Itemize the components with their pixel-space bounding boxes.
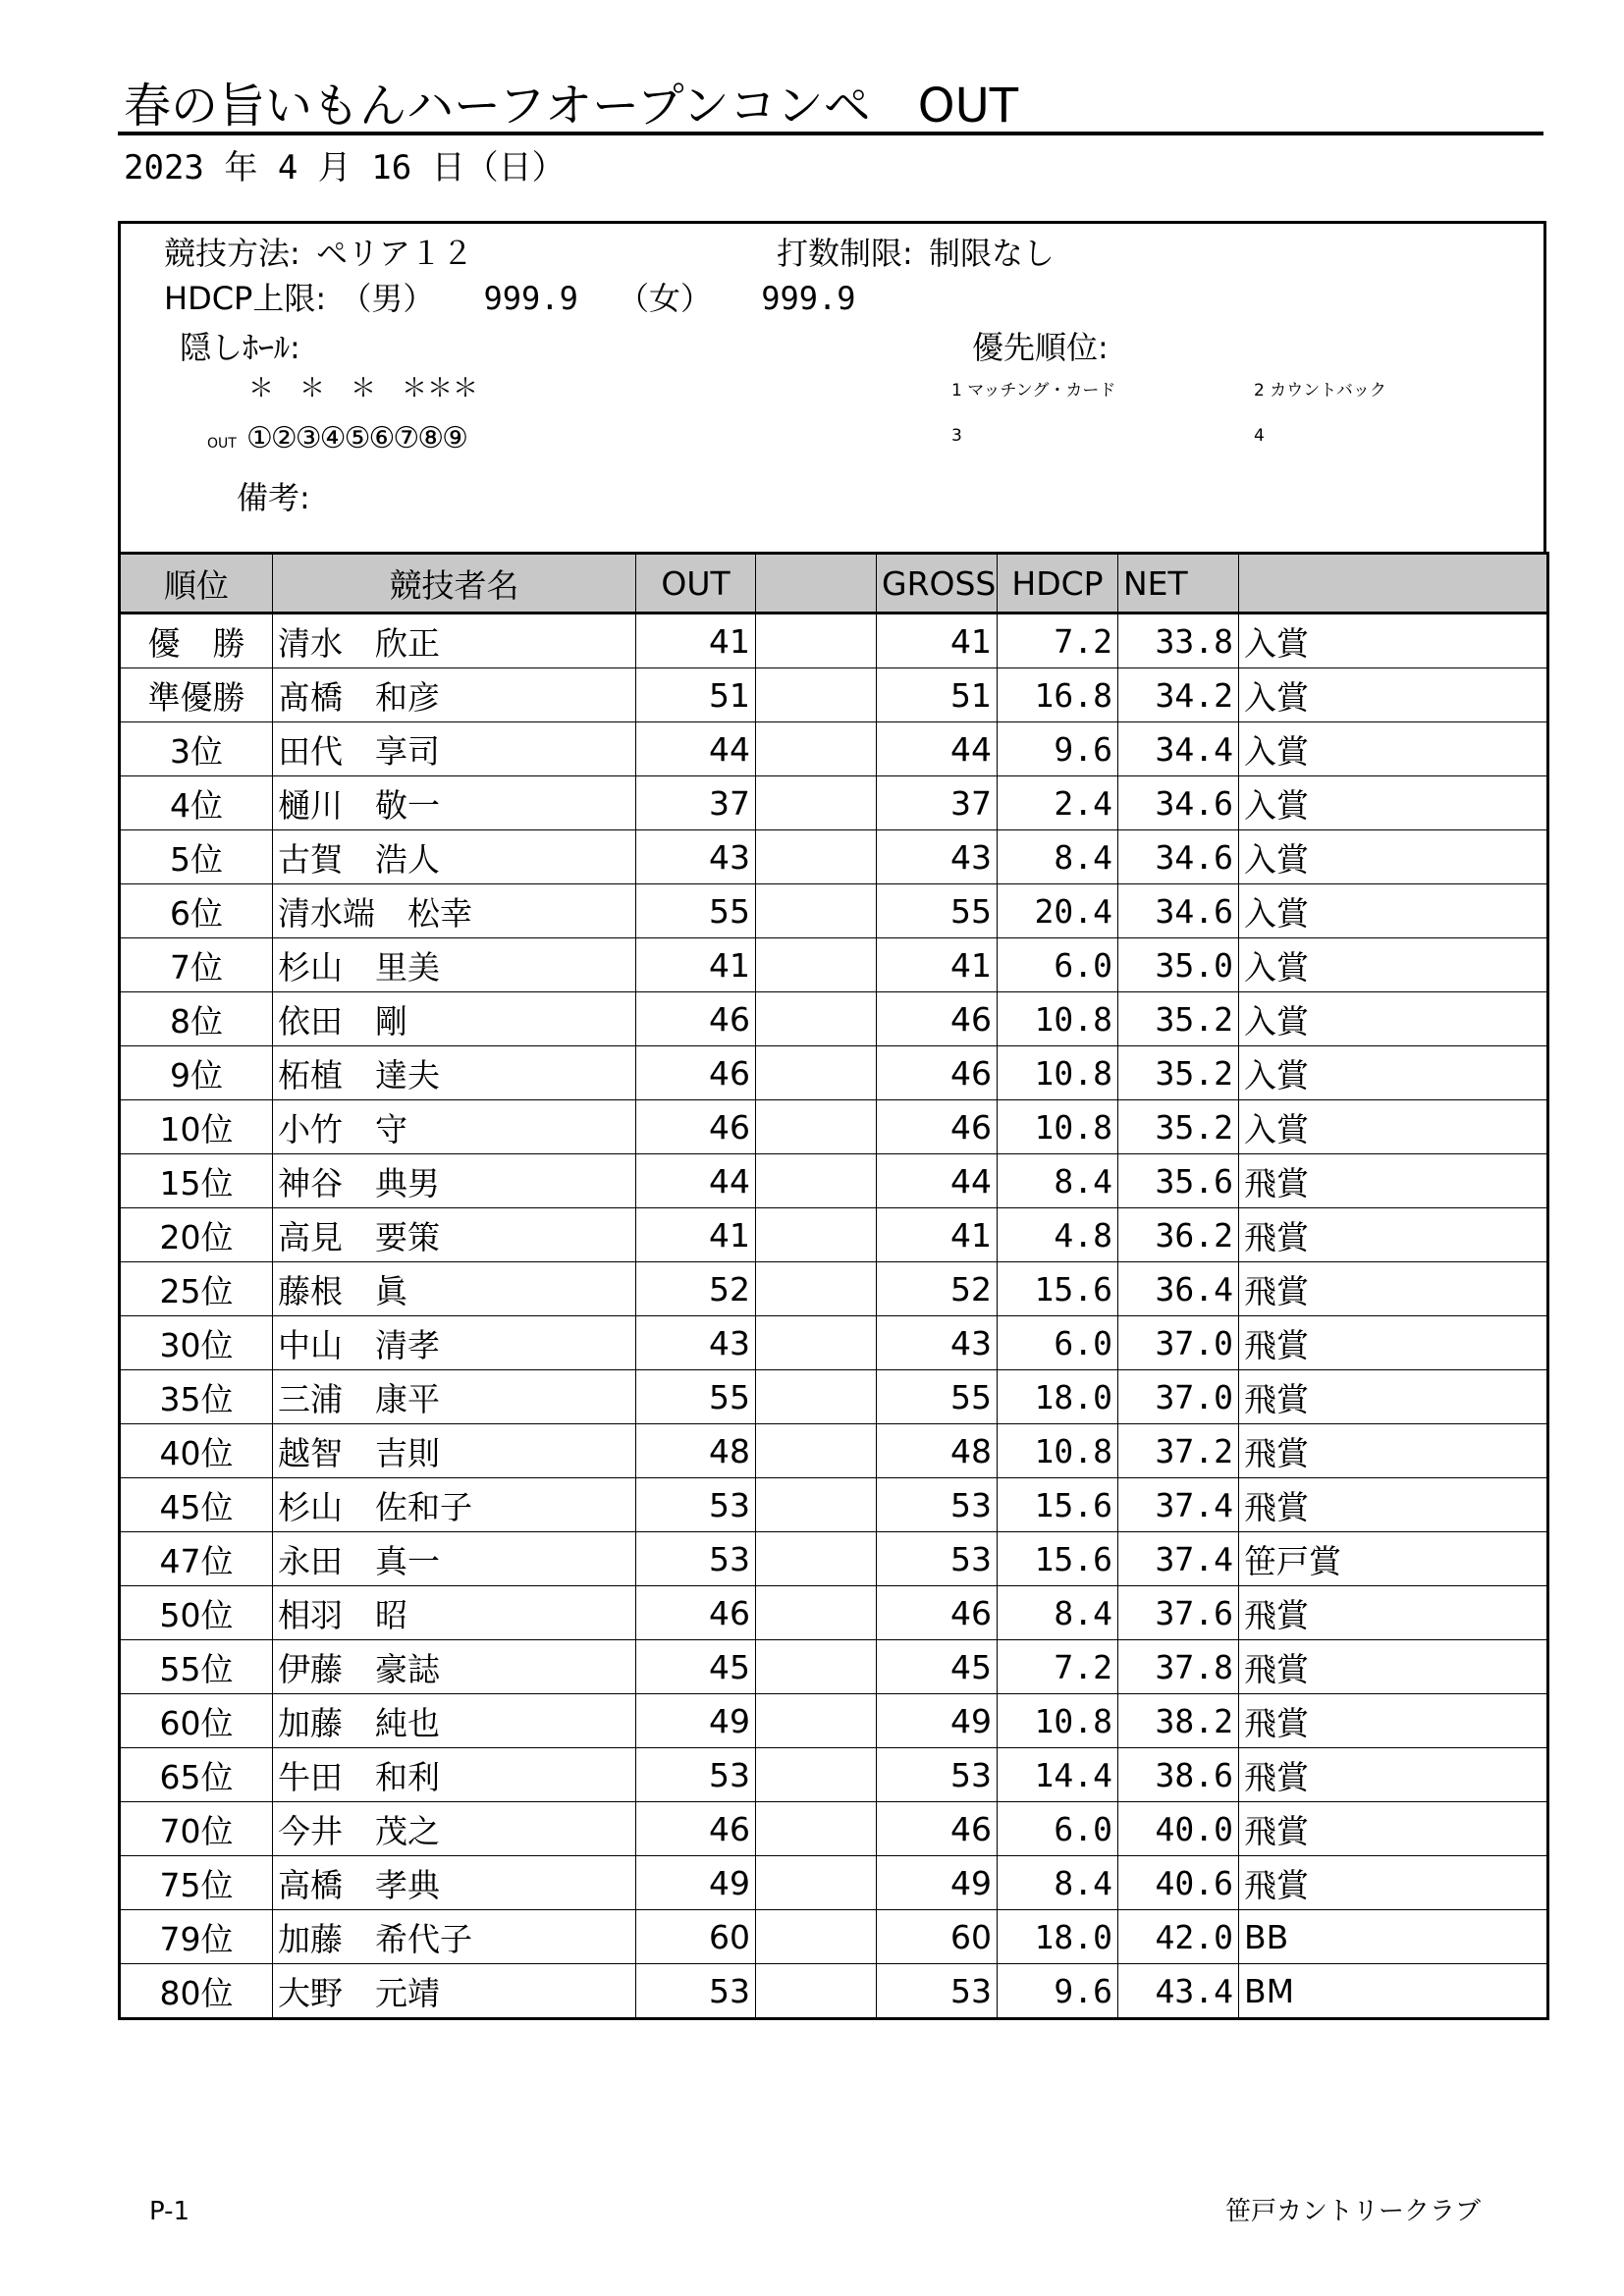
player-name-cell: 中山 清孝: [273, 1316, 636, 1370]
net-score-cell: 33.8: [1118, 614, 1239, 668]
out-score-cell: 53: [636, 1964, 756, 2019]
rank-cell: 7位: [120, 938, 273, 992]
table-row: [120, 614, 1548, 668]
out-score-cell: 41: [636, 938, 756, 992]
net-score-cell: 42.0: [1118, 1910, 1239, 1964]
method-value: ペリア１２: [315, 235, 473, 272]
hdcp-cell: 18.0: [998, 1370, 1118, 1424]
net-score-cell: 40.0: [1118, 1802, 1239, 1856]
net-score-cell: 43.4: [1118, 1964, 1239, 2019]
out-label: OUT: [207, 436, 237, 452]
hdcp-cell: 7.2: [998, 1640, 1118, 1694]
hdcp-cell: 16.8: [998, 668, 1118, 722]
player-name-cell: 加藤 希代子: [273, 1910, 636, 1964]
player-name-cell: 清水 欣正: [273, 614, 636, 668]
table-row: [120, 1424, 1548, 1478]
priority-1: 1 マッチング・カード: [951, 381, 1116, 400]
net-score-cell: 37.4: [1118, 1532, 1239, 1586]
player-name-cell: 依田 剛: [273, 992, 636, 1046]
hdcp-cell: 6.0: [998, 1316, 1118, 1370]
prize-cell: 入賞: [1239, 830, 1548, 884]
gross-score-cell: 53: [877, 1478, 998, 1532]
table-row: [120, 1802, 1548, 1856]
net-score-cell: 34.6: [1118, 830, 1239, 884]
table-header-row: [120, 554, 1548, 614]
rank-cell: 75位: [120, 1856, 273, 1910]
header-blank: [756, 554, 877, 614]
blank-cell: [756, 1640, 877, 1694]
table-row: [120, 1154, 1548, 1208]
title-underline: [118, 132, 1543, 135]
rank-cell: 55位: [120, 1640, 273, 1694]
gross-score-cell: 55: [877, 884, 998, 938]
rank-cell: 10位: [120, 1100, 273, 1154]
prize-cell: 入賞: [1239, 722, 1548, 776]
prize-cell: BM: [1239, 1964, 1548, 2019]
results-table: [118, 552, 1549, 2020]
hdcp-cell: 15.6: [998, 1478, 1118, 1532]
player-name-cell: 柘植 達夫: [273, 1046, 636, 1100]
hdcp-cell: 10.8: [998, 1694, 1118, 1748]
blank-cell: [756, 1532, 877, 1586]
hdcp-cell: 2.4: [998, 776, 1118, 830]
table-row: [120, 1100, 1548, 1154]
gross-score-cell: 43: [877, 830, 998, 884]
header-out: OUT: [636, 554, 756, 614]
gross-score-cell: 48: [877, 1424, 998, 1478]
competition-info-box: [118, 221, 1546, 555]
gross-score-cell: 53: [877, 1964, 998, 2019]
table-row: [120, 992, 1548, 1046]
table-row: [120, 1532, 1548, 1586]
table-row: [120, 1316, 1548, 1370]
header-gross: GROSS: [877, 554, 998, 614]
out-score-cell: 53: [636, 1532, 756, 1586]
prize-cell: 飛賞: [1239, 1424, 1548, 1478]
gross-score-cell: 44: [877, 722, 998, 776]
net-score-cell: 35.2: [1118, 1100, 1239, 1154]
hdcp-cell: 10.8: [998, 992, 1118, 1046]
player-name-cell: 清水端 松幸: [273, 884, 636, 938]
prize-cell: 笹戸賞: [1239, 1532, 1548, 1586]
header-net: NET: [1118, 554, 1239, 614]
net-score-cell: 34.6: [1118, 884, 1239, 938]
player-name-cell: 今井 茂之: [273, 1802, 636, 1856]
table-row: [120, 1046, 1548, 1100]
player-name-cell: 伊藤 豪誌: [273, 1640, 636, 1694]
gross-score-cell: 49: [877, 1694, 998, 1748]
net-score-cell: 34.2: [1118, 668, 1239, 722]
prize-cell: 入賞: [1239, 938, 1548, 992]
results-body: [120, 614, 1548, 2019]
blank-cell: [756, 1856, 877, 1910]
blank-cell: [756, 1694, 877, 1748]
player-name-cell: 小竹 守: [273, 1100, 636, 1154]
gross-score-cell: 44: [877, 1154, 998, 1208]
prize-cell: 飛賞: [1239, 1856, 1548, 1910]
gross-score-cell: 46: [877, 1802, 998, 1856]
rank-cell: 65位: [120, 1748, 273, 1802]
prize-cell: 飛賞: [1239, 1586, 1548, 1640]
blank-cell: [756, 614, 877, 668]
rank-cell: 80位: [120, 1964, 273, 2019]
out-score-cell: 44: [636, 1154, 756, 1208]
net-score-cell: 37.6: [1118, 1586, 1239, 1640]
hole-numbers: ①②③④⑤⑥⑦⑧⑨: [246, 421, 467, 455]
table-row: [120, 1478, 1548, 1532]
hdcp-cell: 10.8: [998, 1046, 1118, 1100]
hdcp-cell: 8.4: [998, 830, 1118, 884]
table-row: [120, 776, 1548, 830]
hdcp-cell: 10.8: [998, 1100, 1118, 1154]
hdcp-cell: 4.8: [998, 1208, 1118, 1262]
blank-cell: [756, 992, 877, 1046]
blank-cell: [756, 668, 877, 722]
table-row: [120, 1910, 1548, 1964]
out-score-cell: 48: [636, 1424, 756, 1478]
gross-score-cell: 46: [877, 1586, 998, 1640]
male-label: （男）: [340, 280, 435, 317]
out-score-cell: 52: [636, 1262, 756, 1316]
out-score-cell: 43: [636, 830, 756, 884]
table-row: [120, 1586, 1548, 1640]
out-score-cell: 46: [636, 992, 756, 1046]
blank-cell: [756, 1586, 877, 1640]
prize-cell: 入賞: [1239, 884, 1548, 938]
hdcp-cell: 8.4: [998, 1856, 1118, 1910]
prize-cell: 飛賞: [1239, 1640, 1548, 1694]
table-row: [120, 1640, 1548, 1694]
blank-cell: [756, 1154, 877, 1208]
gross-score-cell: 46: [877, 992, 998, 1046]
rank-cell: 70位: [120, 1802, 273, 1856]
rank-cell: 47位: [120, 1532, 273, 1586]
net-score-cell: 35.2: [1118, 1046, 1239, 1100]
player-name-cell: 永田 真一: [273, 1532, 636, 1586]
net-score-cell: 34.4: [1118, 722, 1239, 776]
header-player-name: 競技者名: [273, 554, 636, 614]
blank-cell: [756, 884, 877, 938]
hdcp-cell: 9.6: [998, 1964, 1118, 2019]
net-score-cell: 35.2: [1118, 992, 1239, 1046]
gross-score-cell: 41: [877, 614, 998, 668]
gross-score-cell: 53: [877, 1748, 998, 1802]
out-score-cell: 60: [636, 1910, 756, 1964]
table-row: [120, 1208, 1548, 1262]
net-score-cell: 36.2: [1118, 1208, 1239, 1262]
gross-score-cell: 41: [877, 938, 998, 992]
blank-cell: [756, 1964, 877, 2019]
gross-score-cell: 60: [877, 1910, 998, 1964]
gross-score-cell: 45: [877, 1640, 998, 1694]
prize-cell: 入賞: [1239, 776, 1548, 830]
gross-score-cell: 41: [877, 1208, 998, 1262]
out-score-cell: 43: [636, 1316, 756, 1370]
player-name-cell: 加藤 純也: [273, 1694, 636, 1748]
blank-cell: [756, 1424, 877, 1478]
out-score-cell: 49: [636, 1856, 756, 1910]
blank-cell: [756, 722, 877, 776]
priority-label: 優先順位:: [972, 329, 1109, 366]
out-score-cell: 46: [636, 1046, 756, 1100]
prize-cell: 飛賞: [1239, 1370, 1548, 1424]
out-score-cell: 45: [636, 1640, 756, 1694]
priority-4: 4: [1254, 426, 1265, 446]
hdcp-cell: 8.4: [998, 1154, 1118, 1208]
out-score-cell: 46: [636, 1586, 756, 1640]
net-score-cell: 38.6: [1118, 1748, 1239, 1802]
player-name-cell: 藤根 眞: [273, 1262, 636, 1316]
hdcp-cell: 18.0: [998, 1910, 1118, 1964]
rank-cell: 45位: [120, 1478, 273, 1532]
blank-cell: [756, 1316, 877, 1370]
prize-cell: 入賞: [1239, 668, 1548, 722]
player-name-cell: 牛田 和利: [273, 1748, 636, 1802]
gross-score-cell: 46: [877, 1046, 998, 1100]
player-name-cell: 神谷 典男: [273, 1154, 636, 1208]
hdcp-cell: 10.8: [998, 1424, 1118, 1478]
hdcp-limit-label: HDCP上限:: [164, 280, 327, 317]
prize-cell: BB: [1239, 1910, 1548, 1964]
prize-cell: 飛賞: [1239, 1802, 1548, 1856]
player-name-cell: 杉山 佐和子: [273, 1478, 636, 1532]
prize-cell: 入賞: [1239, 614, 1548, 668]
prize-cell: 飛賞: [1239, 1208, 1548, 1262]
player-name-cell: 相羽 昭: [273, 1586, 636, 1640]
header-rank: 順位: [120, 554, 273, 614]
rank-cell: 4位: [120, 776, 273, 830]
gross-score-cell: 52: [877, 1262, 998, 1316]
gross-score-cell: 46: [877, 1100, 998, 1154]
table-row: [120, 1262, 1548, 1316]
out-score-cell: 53: [636, 1748, 756, 1802]
hidden-hole-marks: ＊ ＊ ＊ ＊＊＊: [248, 374, 479, 403]
net-score-cell: 37.0: [1118, 1370, 1239, 1424]
out-score-cell: 53: [636, 1478, 756, 1532]
rank-cell: 35位: [120, 1370, 273, 1424]
net-score-cell: 36.4: [1118, 1262, 1239, 1316]
blank-cell: [756, 1262, 877, 1316]
player-name-cell: 大野 元靖: [273, 1964, 636, 2019]
prize-cell: 入賞: [1239, 992, 1548, 1046]
hdcp-cell: 20.4: [998, 884, 1118, 938]
prize-cell: 飛賞: [1239, 1262, 1548, 1316]
gross-score-cell: 43: [877, 1316, 998, 1370]
rank-cell: 25位: [120, 1262, 273, 1316]
hdcp-cell: 15.6: [998, 1532, 1118, 1586]
hdcp-cell: 6.0: [998, 938, 1118, 992]
table-row: [120, 1370, 1548, 1424]
rank-cell: 40位: [120, 1424, 273, 1478]
hdcp-cell: 14.4: [998, 1748, 1118, 1802]
player-name-cell: 高橋 孝典: [273, 1856, 636, 1910]
player-name-cell: 杉山 里美: [273, 938, 636, 992]
hdcp-cell: 8.4: [998, 1586, 1118, 1640]
method-row: [164, 232, 473, 275]
table-row: [120, 1856, 1548, 1910]
club-name: 笹戸カントリークラブ: [1224, 2197, 1481, 2226]
out-score-cell: 41: [636, 1208, 756, 1262]
out-score-cell: 37: [636, 776, 756, 830]
prize-cell: 飛賞: [1239, 1748, 1548, 1802]
rank-cell: 30位: [120, 1316, 273, 1370]
table-row: [120, 884, 1548, 938]
blank-cell: [756, 1802, 877, 1856]
method-label: 競技方法:: [164, 235, 300, 272]
blank-cell: [756, 1748, 877, 1802]
stroke-limit-row: [777, 232, 1055, 275]
hdcp-cell: 15.6: [998, 1262, 1118, 1316]
table-row: [120, 1694, 1548, 1748]
blank-cell: [756, 1046, 877, 1100]
table-row: [120, 722, 1548, 776]
blank-cell: [756, 1370, 877, 1424]
player-name-cell: 高見 要策: [273, 1208, 636, 1262]
player-name-cell: 樋川 敬一: [273, 776, 636, 830]
out-score-cell: 51: [636, 668, 756, 722]
table-row: [120, 1964, 1548, 2019]
female-label: （女）: [618, 280, 713, 317]
blank-cell: [756, 1478, 877, 1532]
blank-cell: [756, 1208, 877, 1262]
net-score-cell: 40.6: [1118, 1856, 1239, 1910]
gross-score-cell: 55: [877, 1370, 998, 1424]
hdcp-cell: 9.6: [998, 722, 1118, 776]
prize-cell: 入賞: [1239, 1100, 1548, 1154]
player-name-cell: 田代 享司: [273, 722, 636, 776]
net-score-cell: 37.0: [1118, 1316, 1239, 1370]
event-date: 2023 年 4 月 16 日（日）: [124, 148, 566, 187]
header-hdcp: HDCP: [998, 554, 1118, 614]
rank-cell: 20位: [120, 1208, 273, 1262]
out-score-cell: 46: [636, 1100, 756, 1154]
table-row: [120, 938, 1548, 992]
hdcp-limit-row: [164, 277, 856, 320]
rank-cell: 9位: [120, 1046, 273, 1100]
net-score-cell: 37.2: [1118, 1424, 1239, 1478]
rank-cell: 8位: [120, 992, 273, 1046]
rank-cell: 3位: [120, 722, 273, 776]
out-score-cell: 55: [636, 1370, 756, 1424]
out-score-cell: 49: [636, 1694, 756, 1748]
table-row: [120, 830, 1548, 884]
stroke-limit-value: 制限なし: [928, 235, 1055, 272]
out-score-cell: 44: [636, 722, 756, 776]
rank-cell: 79位: [120, 1910, 273, 1964]
hidden-holes-label: 隠しﾎｰﾙ:: [180, 329, 300, 366]
female-hdcp-limit: 999.9: [761, 280, 856, 317]
priority-2: 2 カウントバック: [1254, 381, 1386, 400]
player-name-cell: 越智 吉則: [273, 1424, 636, 1478]
net-score-cell: 35.0: [1118, 938, 1239, 992]
blank-cell: [756, 776, 877, 830]
player-name-cell: 髙橋 和彦: [273, 668, 636, 722]
stroke-limit-label: 打数制限:: [777, 235, 913, 272]
page-number: P-1: [149, 2197, 190, 2226]
blank-cell: [756, 1100, 877, 1154]
player-name-cell: 三浦 康平: [273, 1370, 636, 1424]
prize-cell: 飛賞: [1239, 1694, 1548, 1748]
rank-cell: 60位: [120, 1694, 273, 1748]
table-row: [120, 668, 1548, 722]
prize-cell: 飛賞: [1239, 1154, 1548, 1208]
out-score-cell: 46: [636, 1802, 756, 1856]
net-score-cell: 34.6: [1118, 776, 1239, 830]
rank-cell: 優 勝: [120, 614, 273, 668]
male-hdcp-limit: 999.9: [483, 280, 578, 317]
prize-cell: 飛賞: [1239, 1478, 1548, 1532]
rank-cell: 50位: [120, 1586, 273, 1640]
hdcp-cell: 7.2: [998, 614, 1118, 668]
net-score-cell: 38.2: [1118, 1694, 1239, 1748]
blank-cell: [756, 830, 877, 884]
rank-cell: 6位: [120, 884, 273, 938]
header-prize: [1239, 554, 1548, 614]
rank-cell: 5位: [120, 830, 273, 884]
prize-cell: 入賞: [1239, 1046, 1548, 1100]
hdcp-cell: 6.0: [998, 1802, 1118, 1856]
gross-score-cell: 51: [877, 668, 998, 722]
out-score-cell: 55: [636, 884, 756, 938]
page-title: 春の旨いもんハーフオープンコンペ OUT: [124, 79, 1019, 133]
prize-cell: 飛賞: [1239, 1316, 1548, 1370]
blank-cell: [756, 938, 877, 992]
blank-cell: [756, 1910, 877, 1964]
table-row: [120, 1748, 1548, 1802]
gross-score-cell: 53: [877, 1532, 998, 1586]
gross-score-cell: 37: [877, 776, 998, 830]
hole-list-row: [207, 415, 466, 458]
rank-cell: 15位: [120, 1154, 273, 1208]
gross-score-cell: 49: [877, 1856, 998, 1910]
rank-cell: 準優勝: [120, 668, 273, 722]
out-score-cell: 41: [636, 614, 756, 668]
player-name-cell: 古賀 浩人: [273, 830, 636, 884]
net-score-cell: 37.8: [1118, 1640, 1239, 1694]
remarks-label: 備考:: [237, 479, 310, 516]
net-score-cell: 37.4: [1118, 1478, 1239, 1532]
priority-3: 3: [951, 426, 962, 446]
net-score-cell: 35.6: [1118, 1154, 1239, 1208]
